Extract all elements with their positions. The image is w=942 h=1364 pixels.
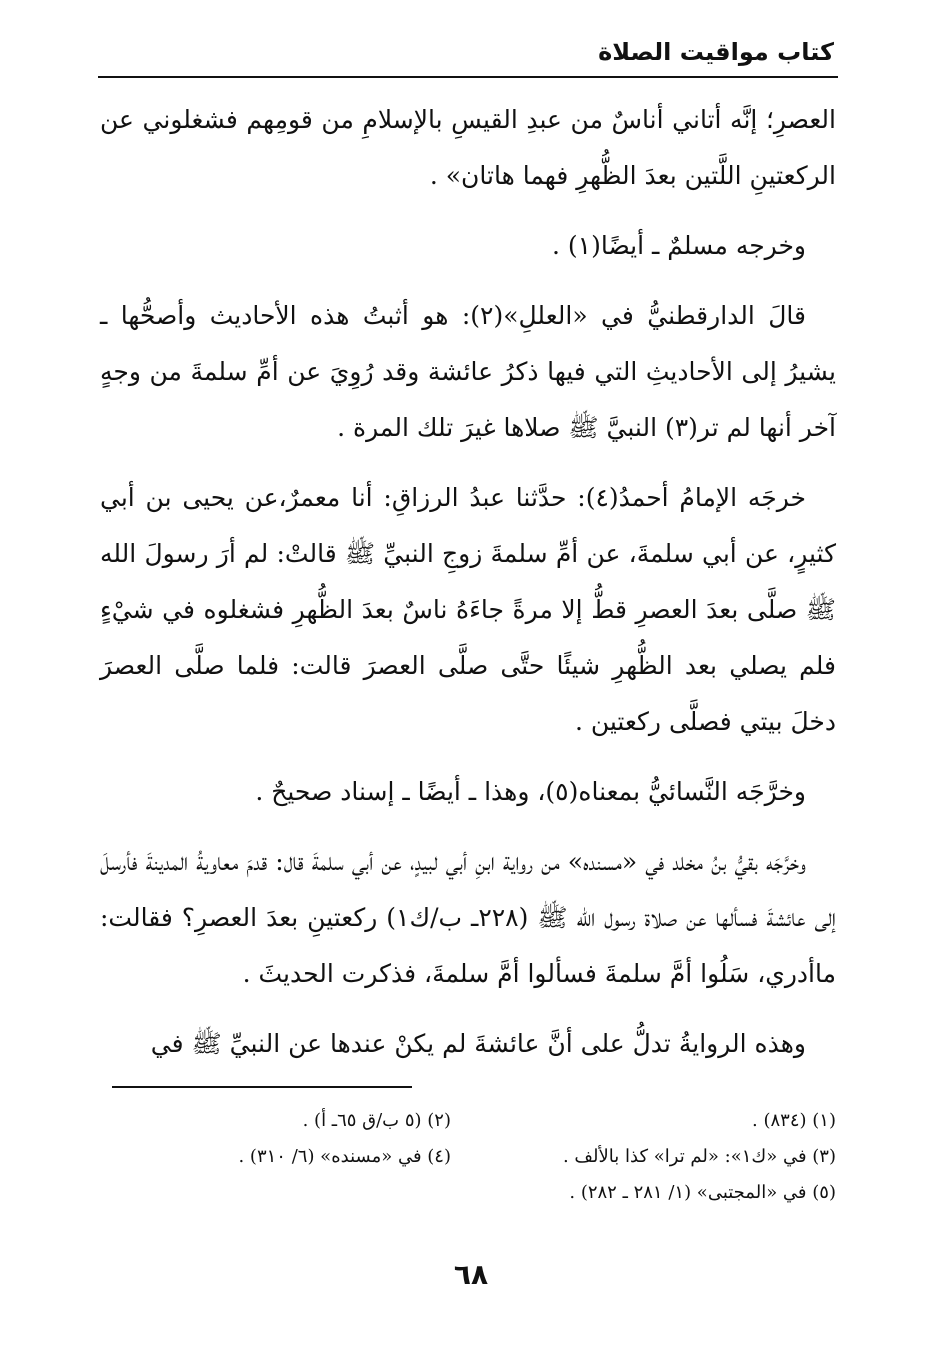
- footnote-5: (٥) في «المجتبى» (١/ ٢٨١ ـ ٢٨٢) .: [569, 1182, 836, 1203]
- footnotes: [106, 1105, 836, 1209]
- paragraph-3: قالَ الدارقطنيُّ في «العللِ»(٢): هو أثبتُ هذه الأحاديث وأصحُّها ـ يشيرُ إلى الأحاديثِ التي فيها ذكرُ عائشة وقد رُوِيَ عن أمِّ سلمةَ من وجهٍ آخر أنها لم تر(٣) النبيَّ ﷺ صلاها غيرَ تلك المرة .: [100, 301, 836, 442]
- main-text: [100, 92, 836, 1086]
- footnote-2: (٢) (٥ ب/ق ٦٥ـ أ) .: [302, 1110, 451, 1131]
- footnote-4: (٤) في «مسنده» (٦/ ٣١٠) .: [238, 1146, 451, 1167]
- paragraph-1: العصرِ؛ إنَّه أتاني أناسٌ من عبدِ القيسِ بالإسلامِ من قومِهم فشغلوني عن الركعتينِ اللَّتين بعدَ الظُّهرِ فهما هاتان» .: [100, 105, 836, 190]
- page-number: ٦٨: [453, 1258, 489, 1291]
- running-title: كتاب مواقيت الصلاة: [598, 38, 834, 66]
- footnote-3: (٣) في «ك١»: «لم ترا» كذا بالألف .: [562, 1146, 836, 1167]
- footnote-1: (١) (٨٣٤) .: [752, 1110, 836, 1131]
- paragraph-7: وهذه الروايةُ تدلُّ على أنَّ عائشةَ لم يكنْ عندها عن النبيِّ ﷺ في: [150, 1029, 806, 1058]
- paragraph-2: وخرجه مسلمٌ ـ أيضًا(١) .: [552, 231, 806, 260]
- paragraph-6: وخرَّجَه بقيُّ بنُ مخلد في «مسنده» من رواية ابنِ أبي لبيدٍ، عن أبي سلمةَ قال: قدمَ معاويةُ المدينةَ فأرسلَ إلى عائشةَ فسألها عن صلاة رسول الله ﷺ (٢٢٨ـ ب/ك١) ركعتينِ بعدَ العصرِ؟ فقالت: ماأدري، سَلُوا أمَّ سلمةَ فسألوا أمَّ سلمةَ، فذكرت الحديثَ .: [100, 847, 836, 988]
- paragraph-4: خرجَه الإمامُ أحمدُ(٤): حدَّثنا عبدُ الرزاقِ: أنا معمرٌ،عن يحيى بن أبي كثيرٍ، عن أبي سلمةَ، عن أمِّ سلمةَ زوجِ النبيِّ ﷺ قالتْ: لم أرَ رسولَ الله ﷺ صلَّى بعدَ العصرِ قطُّ إلا مرةً جاءَهُ ناسٌ بعدَ الظُّهرِ فشغلوه في شيْءٍ فلم يصلي بعد الظُّهرِ شيئًا حتَّى صلَّى العصرَ قالت: فلما صلَّى العصرَ دخلَ بيتي فصلَّى ركعتين .: [100, 483, 836, 736]
- header-rule: [98, 76, 838, 78]
- paragraph-5: وخرَّجَه النَّسائيُّ بمعناه(٥)، وهذا ـ أيضًا ـ إسناد صحيحٌ .: [255, 777, 806, 806]
- footnote-rule: [112, 1086, 412, 1088]
